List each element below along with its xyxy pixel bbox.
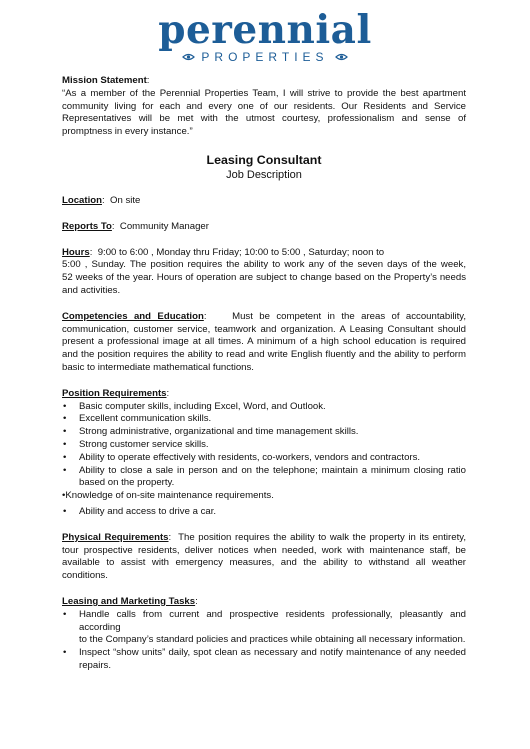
physical-label: Physical Requirements bbox=[62, 531, 169, 543]
logo-wordmark: perennial bbox=[158, 7, 372, 53]
mission-heading: Mission Statement: bbox=[62, 75, 150, 86]
physical-line-4: conditions. bbox=[62, 570, 108, 582]
physical-line-1: Physical Requirements: The position requires the ability to walk the property in its entirety, bbox=[62, 531, 466, 543]
competencies-line-2: communication, customer service, teamwork and organization. A Leasing Consultant should bbox=[62, 323, 466, 335]
reports-to-label: Reports To bbox=[62, 220, 112, 232]
mission-line-1: “As a member of the Perennial Properties Team, I will strive to provide the best apartment bbox=[62, 87, 466, 99]
hours-section bbox=[62, 247, 466, 298]
logo-subtitle-row bbox=[0, 50, 530, 64]
physical-line-3: available to assist with emergency measures, and the ability to withstand all weather bbox=[62, 557, 466, 569]
page-subtitle: Job Description bbox=[226, 168, 302, 181]
competencies-line-4: and the position requires the ability to read and write English fluently and the ability to perform bbox=[62, 349, 466, 361]
competencies-label: Competencies and Education bbox=[62, 310, 204, 322]
hours-label: Hours bbox=[62, 246, 90, 258]
hours-line-1: Hours: 9:00 to 6:00 , Monday thru Friday; 10:00 to 5:00 , Saturday; noon to bbox=[62, 246, 385, 258]
hours-line-2: 5:00 , Sunday. The position requires the ability to work any of the seven days of the week, bbox=[62, 259, 466, 271]
mission-line-3: Representatives will be met with the utmost courtesy, professionalism and sense of bbox=[62, 113, 466, 125]
list-item: • Strong customer service skills. bbox=[62, 439, 466, 452]
document-body bbox=[62, 75, 466, 673]
physical-requirements-section bbox=[62, 532, 466, 583]
list-item: • Handle calls from current and prospective residents professionally, pleasantly and according to the Company’s standard policies and practices while obtaining all necessary information. bbox=[62, 609, 466, 647]
list-item: • Excellent communication skills. bbox=[62, 413, 466, 426]
competencies-line-5: basic to intermediate mathematical functions. bbox=[62, 361, 254, 373]
list-item: • Ability to close a sale in person and on the telephone; maintain a minimum closing ratio based on the property. bbox=[62, 465, 466, 491]
position-requirements-list-tail bbox=[62, 506, 466, 519]
leaf-ornament-left-icon bbox=[182, 53, 195, 61]
list-item: • Ability and access to drive a car. bbox=[62, 506, 466, 519]
list-item: • Basic computer skills, including Excel, Word, and Outlook. bbox=[62, 401, 466, 414]
location-label: Location bbox=[62, 194, 102, 206]
competencies-line-3: present a professional image at all times. A minimum of a high school education is required bbox=[62, 336, 466, 348]
leasing-list bbox=[62, 609, 466, 673]
hours-line-3: 52 weeks of the year. Hours of operation are subject to change based on the Property’s needs bbox=[62, 272, 466, 284]
reports-to-value: Community Manager bbox=[119, 220, 209, 232]
position-requirements-list bbox=[62, 401, 466, 491]
list-item: • Inspect “show units” daily, spot clean as necessary and notify maintenance of any needed repairs. bbox=[62, 647, 466, 673]
list-item: •Knowledge of on-site maintenance requirements. bbox=[62, 490, 274, 502]
competencies-section bbox=[62, 311, 466, 375]
company-logo bbox=[0, 7, 530, 64]
reports-to-line: Reports To: Community Manager bbox=[62, 220, 209, 232]
hours-line-4: and activities. bbox=[62, 284, 121, 296]
competencies-line-1: Competencies and Education: Must be competent in the areas of accountability, bbox=[62, 310, 467, 322]
mission-section bbox=[62, 75, 466, 139]
position-requirements-heading: Position Requirements: bbox=[62, 387, 170, 399]
leaf-ornament-right-icon bbox=[335, 53, 348, 61]
location-value: On site bbox=[109, 194, 141, 206]
location-line: Location: On site bbox=[62, 194, 141, 206]
physical-line-2: tour prospective residents, deliver notices when needed, work with maintenance staff, be bbox=[62, 544, 466, 556]
mission-line-2: community living for each and every one of our residents. Our Residents and Service bbox=[62, 100, 466, 112]
page-title: Leasing Consultant bbox=[206, 152, 322, 167]
position-requirements-section bbox=[62, 388, 466, 519]
list-item: • Ability to operate effectively with residents, co-workers, vendors and contractors. bbox=[62, 452, 466, 465]
list-item: • Strong administrative, organizational and time management skills. bbox=[62, 426, 466, 439]
leasing-heading: Leasing and Marketing Tasks: bbox=[62, 595, 198, 607]
logo-subtitle: PROPERTIES bbox=[201, 50, 329, 64]
mission-line-4: promptness in every instance.” bbox=[62, 126, 193, 138]
leasing-section bbox=[62, 596, 466, 673]
